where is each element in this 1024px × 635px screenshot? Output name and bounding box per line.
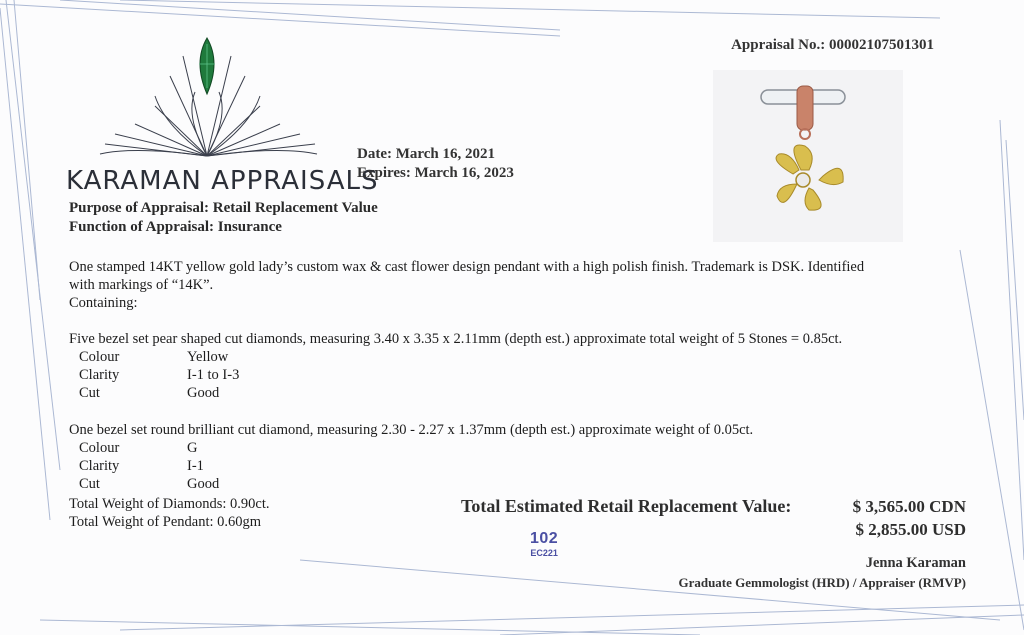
- purpose-of-appraisal: Purpose of Appraisal: Retail Replacement Value: [69, 200, 378, 216]
- total-value-usd: $ 2,855.00 USD: [855, 520, 966, 539]
- attr-label: Cut: [79, 476, 100, 492]
- attr-label: Colour: [79, 440, 120, 456]
- appraisal-number: Appraisal No.: 00002107501301: [731, 37, 934, 53]
- purpose-block: [69, 199, 378, 237]
- flower-pendant-image: [713, 70, 903, 242]
- appraiser-title: Graduate Gemmologist (HRD) / Appraiser (RMVP): [678, 575, 966, 590]
- issue-date: Date: March 16, 2021: [357, 146, 496, 162]
- attr-value: Yellow: [187, 349, 229, 365]
- expiry-date: Expires: March 16, 2023: [357, 165, 514, 181]
- function-of-appraisal: Function of Appraisal: Insurance: [69, 219, 282, 235]
- total-value-cdn: $ 3,565.00 CDN: [852, 497, 966, 516]
- description-line-1: One stamped 14KT yellow gold lady’s custom wax & cast flower design pendant with a high polish finish. Trademark is DSK. Identified: [69, 259, 865, 275]
- inventory-stamp: [530, 530, 558, 558]
- description-line-2: with markings of “14K”.: [69, 277, 214, 293]
- stamp-number: 102: [530, 530, 559, 547]
- pendant-photo: [713, 70, 903, 242]
- attr-value: Good: [187, 476, 220, 492]
- attr-label: Clarity: [79, 367, 120, 383]
- brand-name: KARAMAN APPRAISALS: [66, 166, 379, 196]
- date-block: [357, 145, 514, 183]
- attr-value: I-1 to I-3: [187, 367, 240, 383]
- attr-value: Good: [187, 385, 220, 401]
- logo-mark: [95, 36, 325, 166]
- attr-label: Cut: [79, 385, 100, 401]
- attr-value: I-1: [187, 458, 204, 474]
- total-value-label: Total Estimated Retail Replacement Value:: [461, 496, 792, 516]
- stone-group-1: [69, 330, 842, 402]
- attr-value: G: [187, 440, 198, 456]
- item-description: [69, 258, 969, 312]
- containing-label: Containing:: [69, 295, 138, 311]
- weights-block: [69, 495, 270, 531]
- appraiser-name: Jenna Karaman: [865, 555, 966, 571]
- attr-label: Colour: [79, 349, 120, 365]
- diamonds-weight: Total Weight of Diamonds: 0.90ct.: [69, 496, 270, 512]
- stamp-code: EC221: [530, 548, 558, 558]
- stone-summary: Five bezel set pear shaped cut diamonds, measuring 3.40 x 3.35 x 2.11mm (depth est.) approximate total weight of 5 Stones = 0.85ct.: [69, 331, 843, 347]
- pendant-weight: Total Weight of Pendant: 0.60gm: [69, 514, 262, 530]
- stone-group-2: [69, 421, 753, 493]
- stone-summary: One bezel set round brilliant cut diamond, measuring 2.30 - 2.27 x 1.37mm (depth est.) approximate weight of 0.05ct.: [69, 422, 754, 438]
- attr-label: Clarity: [79, 458, 120, 474]
